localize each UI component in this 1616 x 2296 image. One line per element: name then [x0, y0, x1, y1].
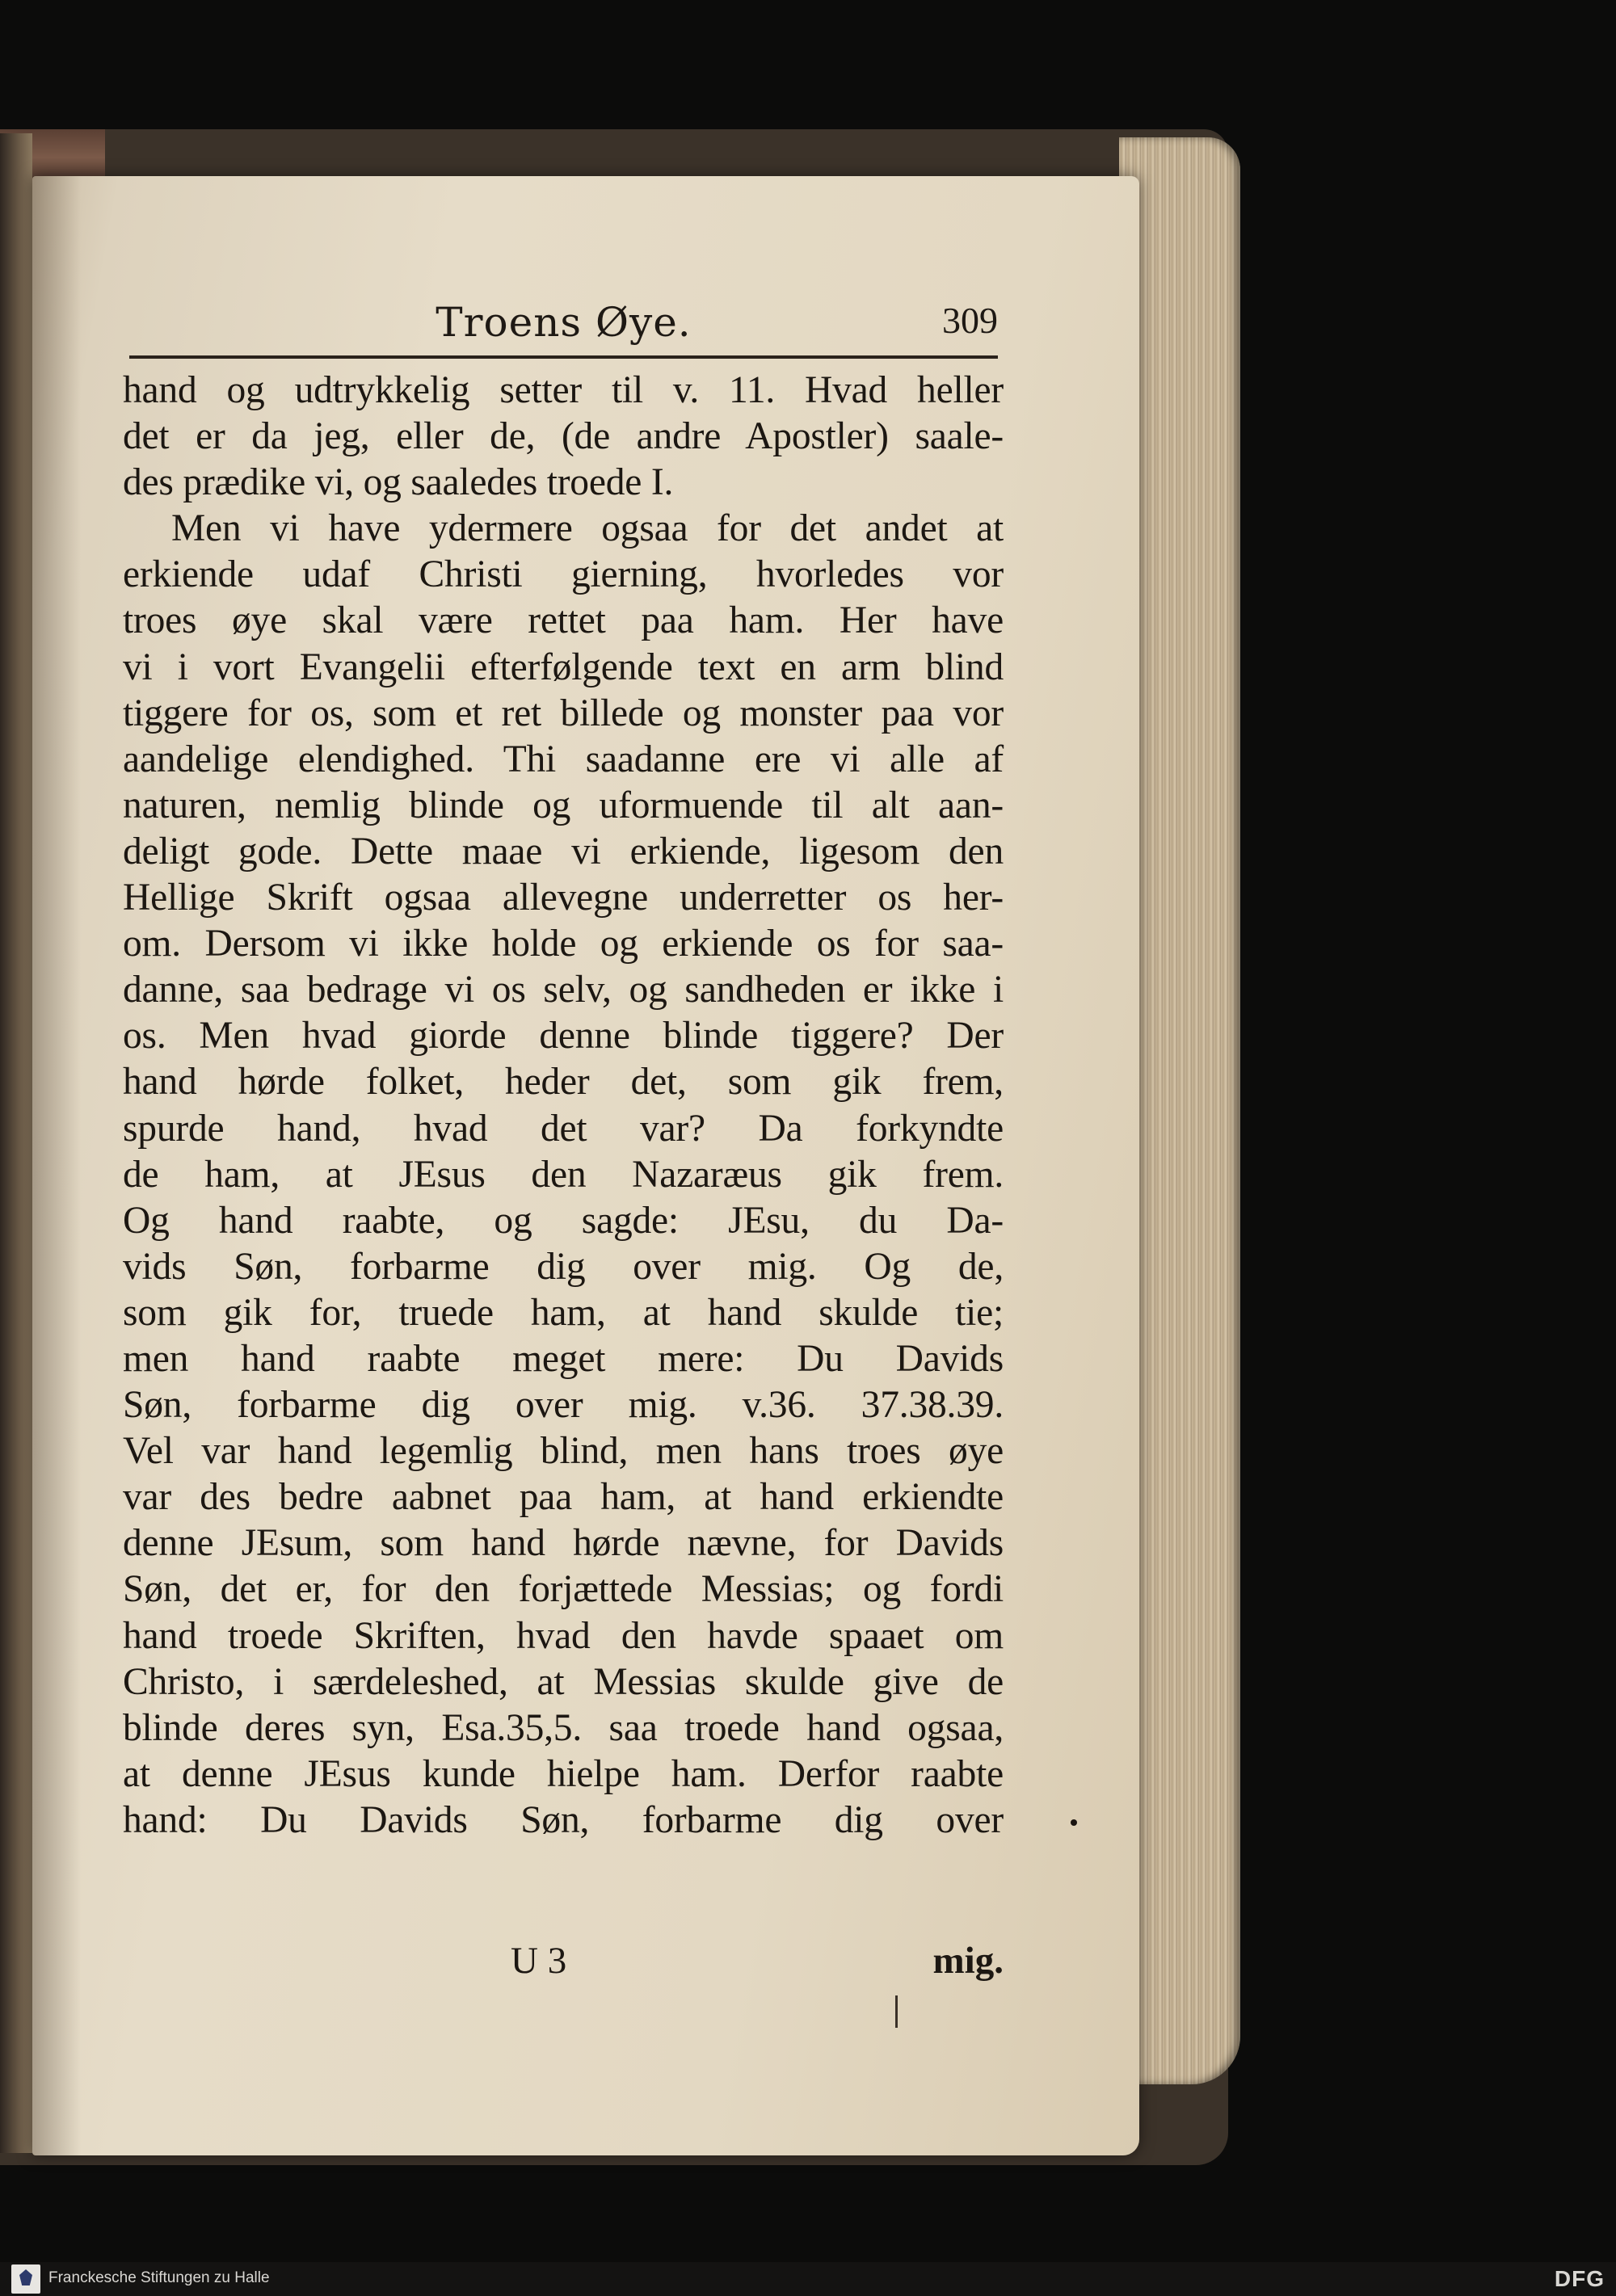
text-line: troes øye skal være rettet paa ham. Her have	[123, 599, 1004, 642]
text-line: des prædike vi, og saaledes troede I.	[123, 461, 674, 504]
signature-mark: U 3	[511, 1940, 567, 1982]
catchword: mig.	[932, 1940, 1004, 1982]
text-line: Christo, i særdeleshed, at Messias skulde give de	[123, 1660, 1004, 1703]
text-line: tiggere for os, som et ret billede og monster paa vor	[123, 692, 1004, 734]
text-line: naturen, nemlig blinde og uformuende til alt aan-	[123, 784, 1004, 826]
text-line: Søn, forbarme dig over mig. v.36. 37.38.39.	[123, 1384, 1004, 1427]
text-line: Og hand raabte, og sagde: JEsu, du Da-	[123, 1199, 1004, 1242]
running-head	[129, 299, 998, 347]
text-line: de ham, at JEsus den Nazaræus gik frem.	[123, 1153, 1004, 1196]
text-line: blinde deres syn, Esa.35,5. saa troede hand ogsaa,	[123, 1706, 1004, 1749]
text-line: Søn, det er, for den forjættede Messias; og fordi	[123, 1568, 1004, 1611]
text-line: Vel var hand legemlig blind, men hans troes øye	[123, 1430, 1004, 1473]
page-number: 309	[942, 300, 998, 341]
text-line: om. Dersom vi ikke holde og erkiende os for saa-	[123, 923, 1004, 965]
page-footer	[123, 1939, 1004, 1987]
text-line: vi i vort Evangelii efterfølgende text en arm blind	[123, 645, 1004, 688]
text-line: hand og udtrykkelig setter til v. 11. Hvad heller	[123, 369, 1004, 411]
text-line: aandelige elendighed. Thi saadanne ere vi alle af	[123, 738, 1004, 780]
text-line: spurde hand, hvad det var? Da forkyndte	[123, 1107, 1004, 1150]
ink-spot	[1071, 1819, 1077, 1826]
text-line: hand: Du Davids Søn, forbarme dig over	[123, 1798, 1004, 1841]
printer-mark	[895, 1995, 898, 2028]
text-line: os. Men hvad giorde denne blinde tiggere? Der	[123, 1015, 1004, 1058]
body-text	[123, 368, 1004, 1844]
dfg-logo: DFG	[1554, 2266, 1605, 2291]
text-line: deligt gode. Dette maae vi erkiende, ligesom den	[123, 830, 1004, 873]
text-line: det er da jeg, eller de, (de andre Apostler) saale-	[123, 415, 1004, 458]
text-line: hand troede Skriften, hvad den havde spaaet om	[123, 1614, 1004, 1657]
text-line: hand hørde folket, heder det, som gik frem,	[123, 1061, 1004, 1104]
institution-logo-icon	[11, 2264, 40, 2294]
text-line: som gik for, truede ham, at hand skulde tie;	[123, 1291, 1004, 1334]
gutter-shadow	[32, 176, 81, 2155]
viewer-footer-bar	[0, 2262, 1616, 2296]
text-line: denne JEsum, som hand hørde nævne, for Davids	[123, 1522, 1004, 1565]
text-line: danne, saa bedrage vi os selv, og sandheden er ikke i	[123, 969, 1004, 1011]
left-page-edge	[0, 133, 32, 2153]
text-line: Hellige Skrift ogsaa allevegne underretter os her-	[123, 877, 1004, 919]
text-line: var des bedre aabnet paa ham, at hand erkiendte	[123, 1476, 1004, 1519]
running-title: Troens Øye.	[436, 299, 692, 346]
text-line: erkiende udaf Christi gierning, hvorledes vor	[123, 553, 1004, 596]
text-line: men hand raabte meget mere: Du Davids	[123, 1337, 1004, 1380]
text-line: Men vi have ydermere ogsaa for det andet at	[171, 507, 1004, 550]
header-rule	[129, 355, 998, 359]
text-line: vids Søn, forbarme dig over mig. Og de,	[123, 1245, 1004, 1288]
institution-name: Franckesche Stiftungen zu Halle	[48, 2269, 270, 2286]
text-line: at denne JEsus kunde hielpe ham. Derfor raabte	[123, 1752, 1004, 1795]
